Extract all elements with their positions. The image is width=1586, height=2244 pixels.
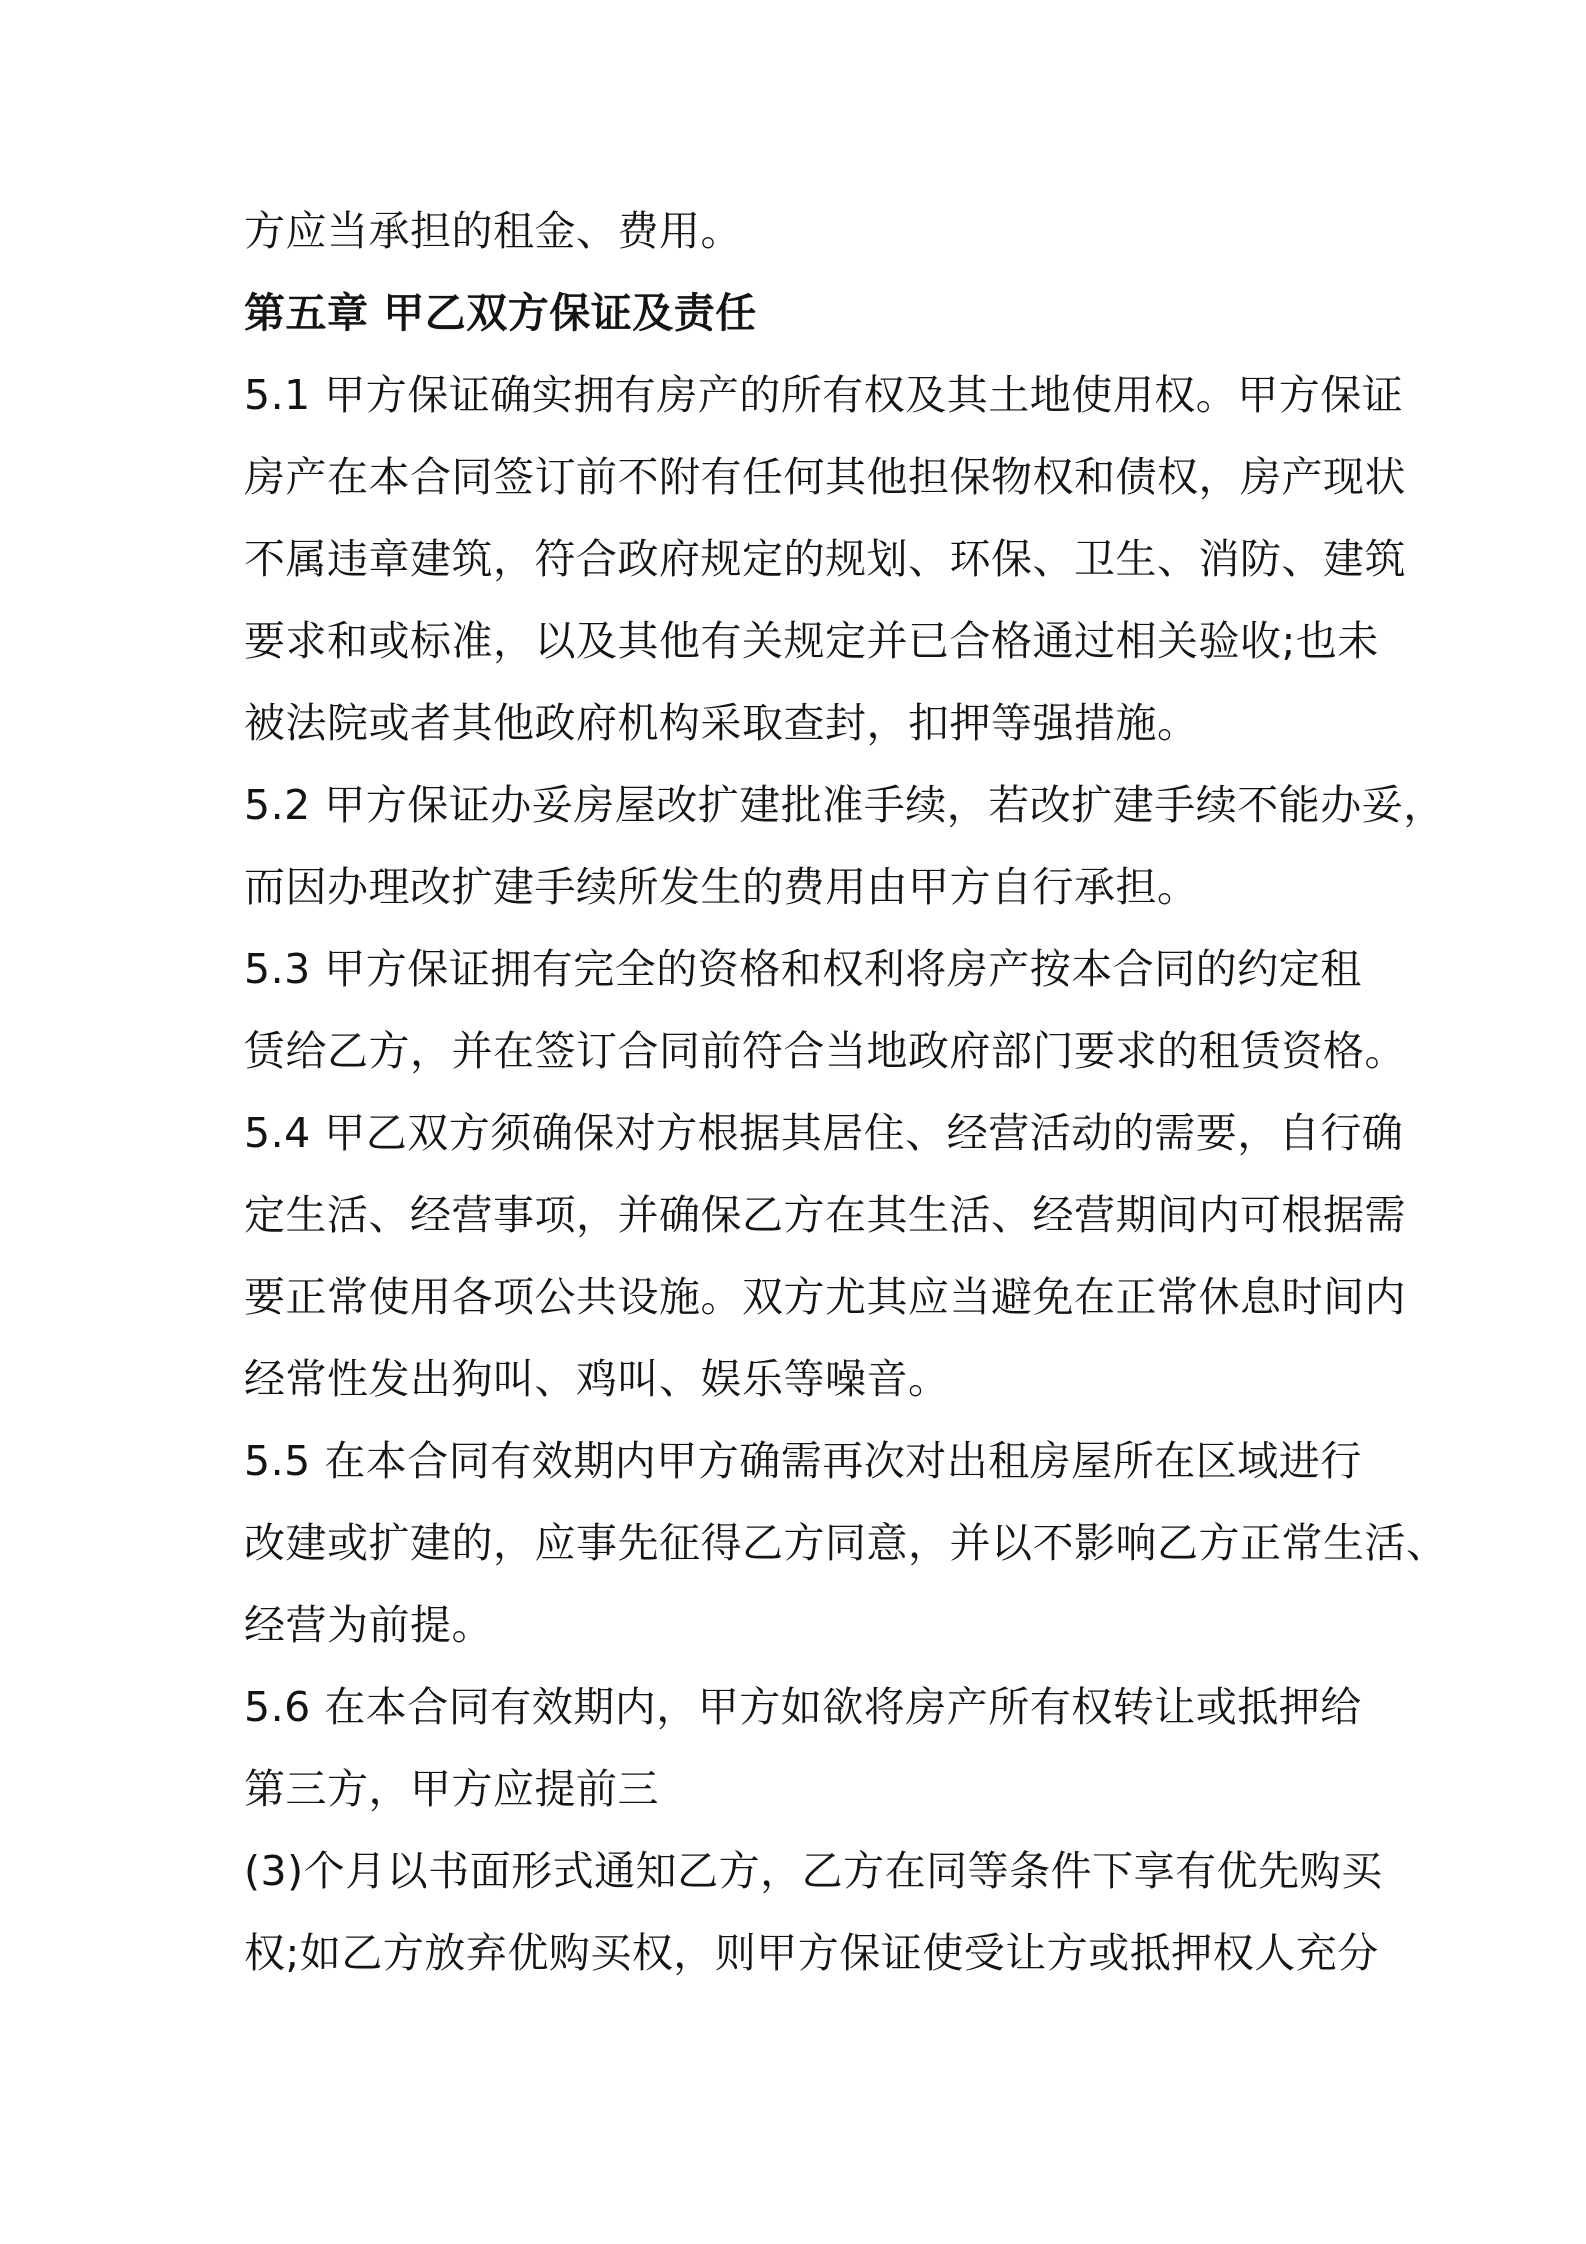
text-line: 房产在本合同签订前不附有任何其他担保物权和债权，房产现状 xyxy=(244,453,1406,501)
text-line: 经营为前提。 xyxy=(244,1601,493,1649)
text-line: 不属违章建筑，符合政府规定的规划、环保、卫生、消防、建筑 xyxy=(244,535,1406,583)
text-line: 方应当承担的租金、费用。 xyxy=(244,207,742,255)
text-line: 要正常使用各项公共设施。双方尤其应当避免在正常休息时间内 xyxy=(244,1273,1406,1321)
text-line: 经常性发出狗叫、鸡叫、娱乐等噪音。 xyxy=(244,1355,950,1403)
document-body xyxy=(244,190,1448,1994)
text-line: 被法院或者其他政府机构采取查封，扣押等强措施。 xyxy=(244,699,1199,747)
text-line: 改建或扩建的，应事先征得乙方同意，并以不影响乙方正常生活、 xyxy=(244,1519,1448,1567)
text-line: 第三方，甲方应提前三 xyxy=(244,1765,659,1813)
text-line: 而因办理改扩建手续所发生的费用由甲方自行承担。 xyxy=(244,863,1199,911)
clause-5-5-line: 5.5 在本合同有效期内甲方确需再次对出租房屋所在区域进行 xyxy=(244,1437,1362,1485)
clause-5-1-line: 5.1 甲方保证确实拥有房产的所有权及其土地使用权。甲方保证 xyxy=(244,371,1404,419)
text-line: (3)个月以书面形式通知乙方，乙方在同等条件下享有优先购买 xyxy=(244,1847,1383,1895)
text-line: 定生活、经营事项，并确保乙方在其生活、经营期间内可根据需 xyxy=(244,1191,1406,1239)
clause-5-3-line: 5.3 甲方保证拥有完全的资格和权利将房产按本合同的约定租 xyxy=(244,945,1362,993)
clause-5-4-line: 5.4 甲乙双方须确保对方根据其居住、经营活动的需要，自行确 xyxy=(244,1109,1404,1157)
text-line: 要求和或标准，以及其他有关规定并已合格通过相关验收;也未 xyxy=(244,617,1379,665)
clause-5-2-line: 5.2 甲方保证办妥房屋改扩建批准手续，若改扩建手续不能办妥， xyxy=(244,781,1445,829)
clause-5-6-line: 5.6 在本合同有效期内，甲方如欲将房产所有权转让或抵押给 xyxy=(244,1683,1362,1731)
text-line: 权;如乙方放弃优购买权，则甲方保证使受让方或抵押权人充分 xyxy=(244,1929,1379,1977)
text-line: 赁给乙方，并在签订合同前符合当地政府部门要求的租赁资格。 xyxy=(244,1027,1406,1075)
chapter-heading: 第五章 甲乙双方保证及责任 xyxy=(244,289,757,337)
